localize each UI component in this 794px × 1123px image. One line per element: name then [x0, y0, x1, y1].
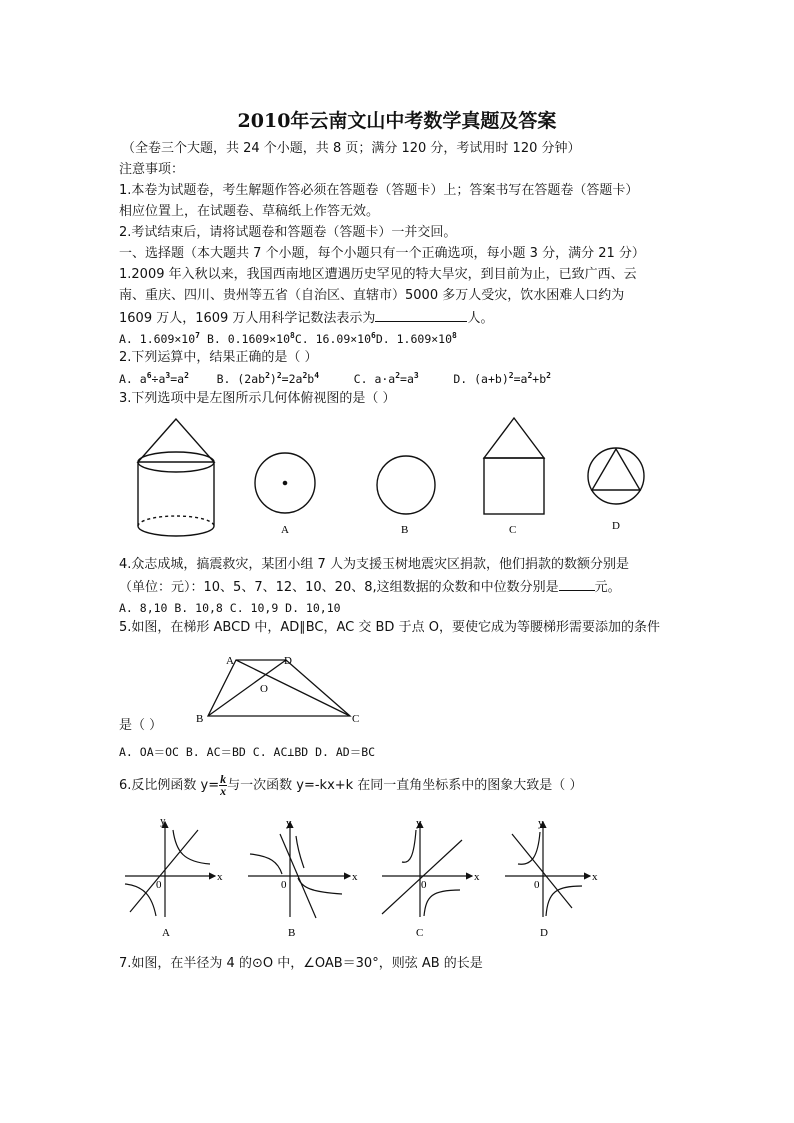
q2-b-exp: 2	[302, 371, 308, 381]
note-2: 2.考试结束后，请将试题卷和答题卷（答题卡）一并交回。	[119, 225, 457, 240]
graph-c	[382, 822, 472, 917]
graph-label-a: A	[162, 927, 170, 939]
q1-line-3-end: 人。	[467, 311, 494, 326]
q5-stem-cont: 是（ ）	[119, 718, 163, 733]
q1-line-2: 南、重庆、四川、贵州等五省（自治区、直辖市）5000 多万人受灾，饮水困难人口约为	[119, 288, 625, 303]
graph-label-d: D	[540, 927, 548, 939]
view-option-b	[377, 456, 435, 514]
exam-info: （全卷三个大题，共 24 个小题，共 8 页；满分 120 分，考试用时 120 分钟）	[122, 141, 581, 156]
q2-c-exp: 2	[395, 371, 401, 381]
axis-y-label: y	[538, 817, 544, 829]
q1-option-d-exp: 8	[452, 331, 457, 341]
trapezoid-figure	[190, 648, 370, 728]
q2-c-exp: 3	[413, 371, 419, 381]
solid-cone-cylinder	[138, 419, 214, 536]
point-label-b: B	[196, 713, 204, 725]
point-label-a: A	[226, 655, 234, 667]
q5-stem: 5.如图，在梯形 ABCD 中，AD∥BC，AC 交 BD 于点 O，要使它成为等腰梯形需要添加的条件	[119, 620, 660, 635]
point-label-d: D	[284, 655, 292, 667]
answer-blank	[375, 309, 467, 322]
origin-label: 0	[156, 879, 162, 891]
q2-a-exp: 3	[165, 371, 171, 381]
q4-line-2-text: （单位：元）：10、5、7、12、10、20、8,这组数据的众数和中位数分别是	[119, 580, 559, 595]
view-option-d	[588, 448, 644, 504]
q1-line-1: 1.2009 年入秋以来，我国西南地区遭遇历史罕见的特大旱灾，到目前为止，已致广西、云	[119, 267, 637, 282]
q6-stem-pre: 6.反比例函数 y=	[119, 778, 220, 793]
q2-b-part: b	[307, 372, 315, 386]
note-1-cont: 相应位置上，在试题卷、草稿纸上作答无效。	[119, 204, 380, 219]
q3-figures	[130, 412, 690, 542]
axis-x-label: x	[592, 871, 598, 883]
q1-option-d: D. 1.609×10	[375, 332, 453, 346]
axis-y-label: y	[416, 817, 422, 829]
q2-b-exp: 4	[314, 371, 320, 381]
q2-d-part: D. (a+b)	[453, 372, 509, 386]
q2-a-part: A. a	[119, 372, 147, 386]
figure-label-c: C	[509, 524, 517, 536]
axis-x-label: x	[474, 871, 480, 883]
fraction-k-over-x	[219, 774, 227, 797]
q3-stem: 3.下列选项中是左图所示几何体俯视图的是（ ）	[119, 391, 396, 406]
origin-label: 0	[421, 879, 427, 891]
q2-a-part: ÷a	[151, 372, 166, 386]
graph-label-c: C	[416, 927, 424, 939]
q2-d-part: =a	[513, 372, 528, 386]
point-label-c: C	[352, 713, 360, 725]
q2-c-part: C. a·a	[353, 372, 396, 386]
section-1-heading: 一、选择题（本大题共 7 个小题，每个小题只有一个正确选项，每小题 3 分，满分 21 分）	[119, 246, 645, 261]
q2-a-exp: 2	[184, 371, 189, 381]
q2-d-exp: 2	[508, 371, 514, 381]
q2-a-part: =a	[170, 372, 185, 386]
graph-a	[125, 822, 215, 917]
q5-options: A. OA＝OC B. AC＝BD C. AC⊥BD D. AD＝BC	[119, 745, 376, 759]
q6-graphs	[120, 812, 610, 942]
q1-option-b: B. 0.1609×10	[206, 332, 291, 346]
fraction-denominator: x	[220, 784, 227, 798]
origin-label: 0	[281, 879, 287, 891]
figure-label-d: D	[612, 520, 620, 532]
fraction-numerator: k	[220, 772, 227, 786]
view-option-a	[255, 453, 315, 513]
q2-b-part: B. (2ab	[216, 372, 266, 386]
q4-line-2	[119, 578, 621, 596]
q1-options	[119, 331, 457, 347]
q2-c-part: =a	[400, 372, 414, 386]
q1-option-b-exp: 8	[290, 331, 295, 341]
figure-label-a: A	[281, 524, 289, 536]
q2-d-part: +b	[532, 372, 547, 386]
q2-d-exp: 2	[546, 371, 551, 381]
q2-option-c	[354, 372, 419, 386]
q2-b-exp: 2	[276, 371, 282, 381]
q1-option-c-exp: 6	[371, 331, 376, 341]
q7-stem: 7.如图，在半径为 4 的⊙O 中，∠OAB＝30°，则弦 AB 的长是	[119, 956, 483, 971]
graph-b	[248, 822, 350, 918]
q1-option-a: A. 1.609×10	[119, 332, 196, 346]
q2-options	[119, 371, 551, 387]
point-label-o: O	[260, 683, 268, 695]
note-1: 1.本卷为试题卷，考生解题作答必须在答题卷（答题卡）上；答案书写在答题卷（答题卡）	[119, 183, 639, 198]
notes-heading: 注意事项：	[119, 162, 185, 177]
q1-option-a-exp: 7	[195, 331, 200, 341]
axis-y-label: y	[160, 815, 166, 827]
q2-b-part: =2a	[281, 372, 303, 386]
q2-b-exp: 2	[265, 371, 270, 381]
q1-line-3	[119, 309, 493, 327]
q2-stem: 2.下列运算中，结果正确的是（ ）	[119, 350, 318, 365]
graph-d	[505, 822, 590, 917]
q2-option-d	[453, 372, 551, 386]
q6-stem-post: 与一次函数 y=-kx+k 在同一直角坐标系中的图象大致是（ ）	[227, 778, 583, 793]
figure-label-b: B	[401, 524, 409, 536]
q6-stem	[119, 774, 582, 797]
graph-label-b: B	[288, 927, 296, 939]
q2-b-part: )	[269, 372, 277, 386]
q2-option-a	[119, 372, 189, 386]
view-option-c	[484, 418, 544, 514]
origin-label: 0	[534, 879, 540, 891]
page-title: 2010年云南文山中考数学真题及答案	[237, 110, 557, 132]
q1-line-3-text: 1609 万人，1609 万人用科学记数法表示为	[119, 311, 376, 326]
axis-x-label: x	[352, 871, 358, 883]
q2-d-exp: 2	[527, 371, 533, 381]
q2-option-b	[217, 372, 319, 386]
q2-a-exp: 6	[146, 371, 152, 381]
axis-x-label: x	[217, 871, 223, 883]
answer-blank	[559, 578, 595, 591]
q4-options: A. 8,10 B. 10,8 C. 10,9 D. 10,10	[119, 601, 341, 615]
q4-line-1: 4.众志成城，搞震救灾，某团小组 7 人为支援玉树地震灾区捐款，他们捐款的数额分别是	[119, 557, 629, 572]
q4-line-2-end: 元。	[594, 580, 621, 595]
q1-option-c: C. 16.09×10	[294, 332, 372, 346]
axis-y-label: y	[286, 817, 292, 829]
